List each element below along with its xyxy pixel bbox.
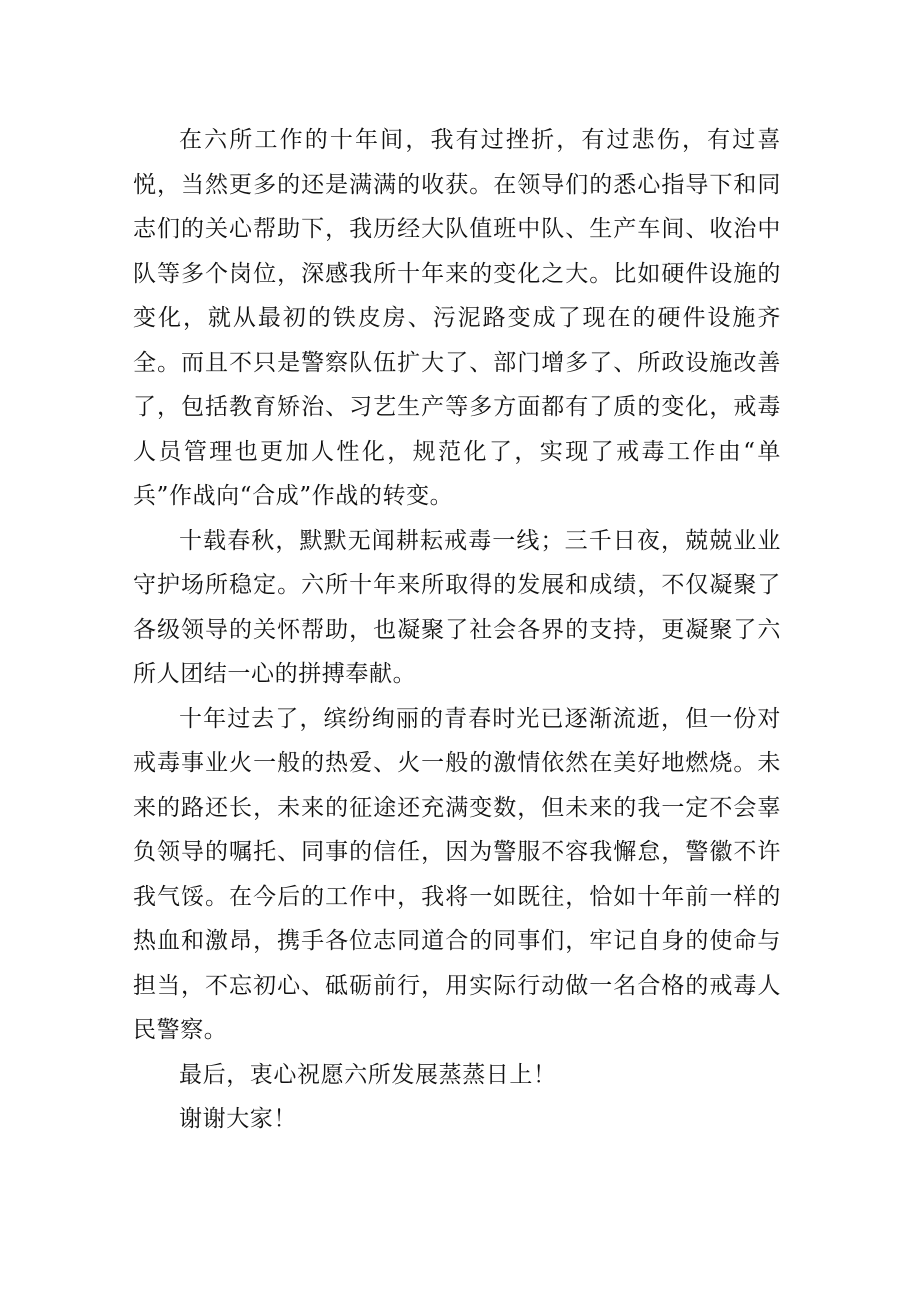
paragraph-future-commitment: 十年过去了，缤纷绚丽的青春时光已逐渐流逝，但一份对戒毒事业火一般的热爱、火一般的激情依然在美好地燃烧。未来的路还长，未来的征途还充满变数，但未来的我一定不会辜负领导的嘱托、同事的信任，因为警服不容我懈怠，警徽不许我气馁。在今后的工作中，我将一如既往，恰如十年前一样的热血和激昂，携手各位志同道合的同事们，牢记自身的使命与担当，不忘初心、砥砺前行，用实际行动做一名合格的戒毒人民警察。 xyxy=(133,705,781,1043)
paragraph-ten-autumns: 十载春秋，默默无闻耕耘戒毒一线；三千日夜，兢兢业业守护场所稳定。六所十年来所取得的发展和成绩，不仅凝聚了各级领导的关怀帮助，也凝聚了社会各界的支持，更凝聚了六所人团结一心的拼搏奉献。 xyxy=(133,527,781,687)
paragraph-thanks: 谢谢大家！ xyxy=(179,1106,297,1132)
paragraph-ten-years-at-sixth-institute: 在六所工作的十年间，我有过挫折，有过悲伤，有过喜悦，当然更多的还是满满的收获。在领导们的悉心指导下和同志们的关心帮助下，我历经大队值班中队、生产车间、收治中队等多个岗位，深感我所十年来的变化之大。比如硬件设施的变化，就从最初的铁皮房、污泥路变成了现在的硬件设施齐全。而且不只是警察队伍扩大了、部门增多了、所政设施改善了，包括教育矫治、习艺生产等多方面都有了质的变化，戒毒人员管理也更加人性化，规范化了，实现了戒毒工作由“单兵”作战向“合成”作战的转变。 xyxy=(133,127,781,509)
document-body xyxy=(133,118,781,1142)
paragraph-closing-wish: 最后，衷心祝愿六所发展蒸蒸日上！ xyxy=(179,1061,557,1088)
